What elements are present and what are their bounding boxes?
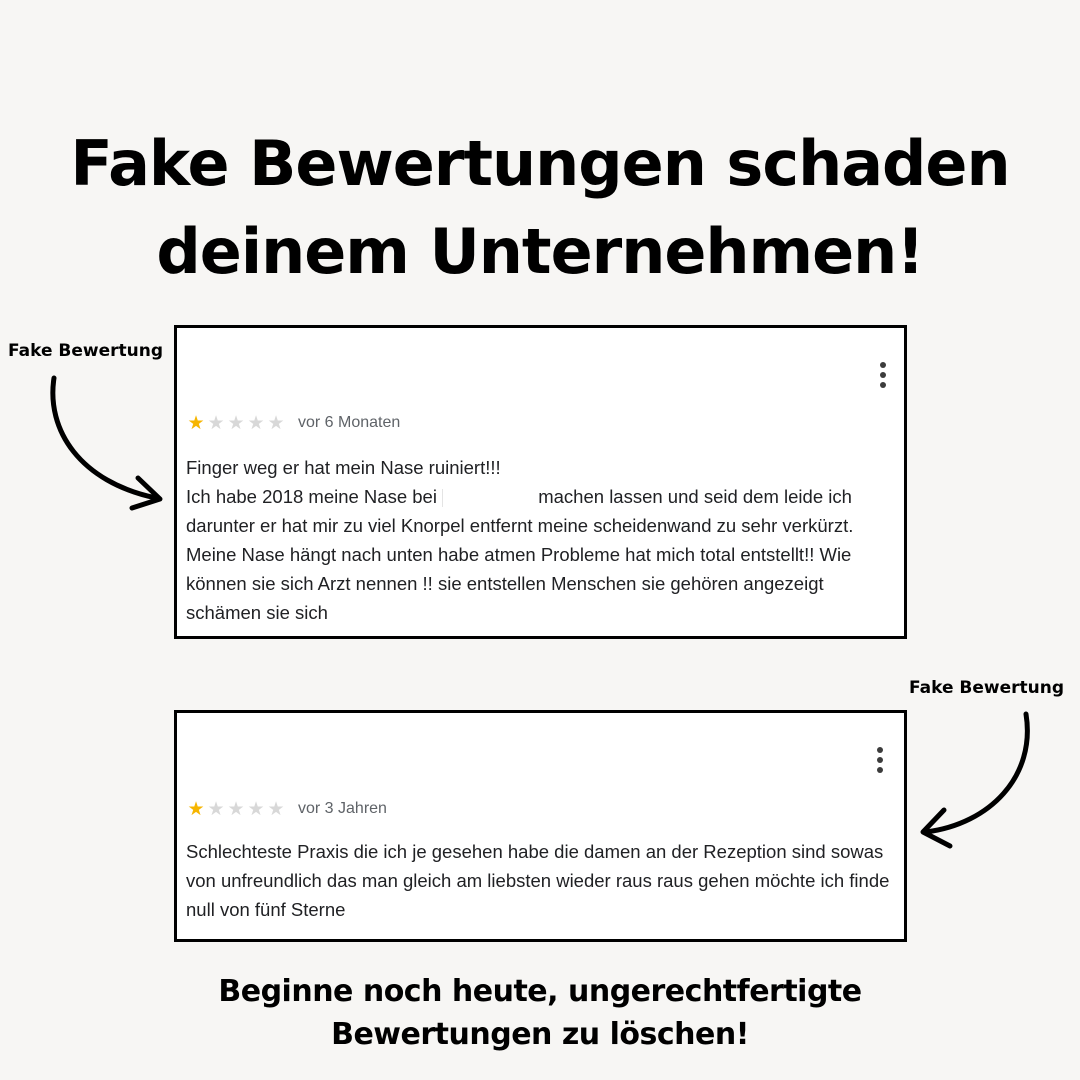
review-rating-row [186,799,387,819]
curved-arrow-icon-right [910,706,1050,856]
star-rating [186,799,286,819]
review-text: Schlechteste Praxis die ich je gesehen habe die damen an der Rezeption sind sowas von unfreundlich das man gleich am liebsten wieder raus raus gehen möchte ich finde null von fünf Sterne [186,841,890,920]
star-icon: ★ [207,412,225,434]
star-icon: ★ [267,798,285,820]
star-icon: ★ [247,798,265,820]
star-icon: ★ [247,412,265,434]
star-icon: ★ [187,798,205,820]
review-text-line-1: Finger weg er hat mein Nase ruiniert!!! [186,457,501,478]
review-text-line-2-end: machen lassen und seid dem leide [538,486,824,507]
fake-label-right: Fake Bewertung [909,678,1064,698]
review-text [186,453,898,627]
review-text-rest: ich darunter er hat mir zu viel Knorpel entfernt meine scheidenwand zu sehr verkürzt. Meine Nase hängt nach unten habe atmen Probleme hat mich total entstellt!! Wie können sie sich Arzt nennen !! sie entstellen Menschen sie gehören angezeigt schämen sie sich [186,486,854,623]
star-icon: ★ [187,412,205,434]
review-rating-row [186,413,400,433]
review-card-1 [174,325,907,639]
headline-line-1: Fake Bewertungen schaden [70,126,1010,200]
star-icon: ★ [227,798,245,820]
cta-line-2: Bewertungen zu löschen! [331,1017,749,1052]
review-date: vor 6 Monaten [298,414,401,431]
call-to-action [0,970,1080,1056]
star-rating [186,413,286,433]
review-card-2 [174,710,907,942]
review-text-line-2-start: Ich habe 2018 meine Nase bei [186,486,437,507]
cta-line-1: Beginne noch heute, ungerechtfertigte [218,974,862,1009]
redacted-name [442,489,533,507]
more-vertical-icon[interactable] [877,362,889,388]
more-vertical-icon[interactable] [874,747,886,773]
headline-line-2: deinem Unternehmen! [156,214,924,288]
star-icon: ★ [267,412,285,434]
page-headline [0,120,1080,296]
curved-arrow-icon-left [40,370,180,520]
star-icon: ★ [227,412,245,434]
star-icon: ★ [207,798,225,820]
review-date: vor 3 Jahren [298,800,387,817]
fake-label-left: Fake Bewertung [8,341,163,361]
